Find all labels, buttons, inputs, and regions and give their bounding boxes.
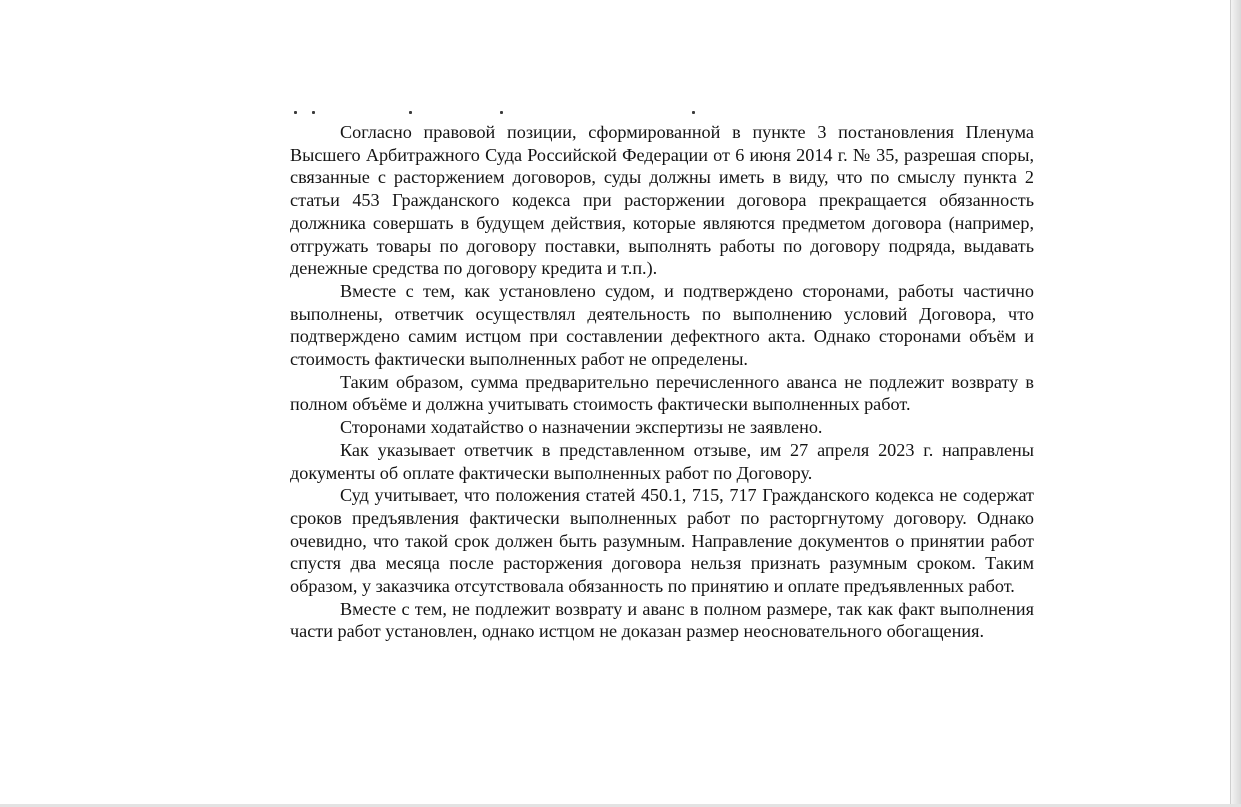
paragraph-conclusion: Вместе с тем, не подлежит возврату и аванс в полном размере, так как факт выполнения части работ установлен, однако истцом не доказан размер неосновательного обогащения.	[290, 598, 1034, 642]
paragraph-advance-not-returnable: Таким образом, сумма предварительно перечисленного аванса не подлежит возврату в полном объёме и должна учитывать стоимость фактически выполненных работ.	[290, 371, 1034, 415]
paragraph-reasonable-term: Суд учитывает, что положения статей 450.1, 715, 717 Гражданского кодекса не содержат сроков предъявления фактически выполненных работ по расторгнутому договору. Однако очевидно, что такой срок должен быть разумным. Направление документов о принятии работ спустя два месяца после расторжения договора нельзя признать разумным сроком. Таким образом, у заказчика отсутствовала обязанность по принятию и оплате предъявленных работ.	[290, 485, 1034, 597]
paragraph-legal-position: Согласно правовой позиции, сформированной в пункте 3 постановления Пленума Высшего Арбитражного Суда Российской Федерации от 6 июня 2014 г. № 35, разрешая споры, связанные с расторжением договоров, суды должны иметь в виду, что по смыслу пункта 2 статьи 453 Гражданского кодекса при расторжении договора прекращается обязанность должника совершать в будущем действия, которые являются предметом договора (например, отгружать товары по договору поставки, выполнять работы по договору подряда, выдавать денежные средства по договору кредита и т.п.).	[290, 122, 1034, 279]
paragraph-no-expertise-motion: Сторонами ходатайство о назначении экспертизы не заявлено.	[340, 417, 823, 438]
paragraph-works-partially-completed: Вместе с тем, как установлено судом, и подтверждено сторонами, работы частично выполнены, ответчик осуществлял деятельность по выполнению условий Договора, что подтверждено самим истцом при составлении дефектного акта. Однако сторонами объём и стоимость фактически выполненных работ не определены.	[290, 280, 1034, 370]
paragraph-defendant-documents: Как указывает ответчик в представленном отзыве, им 27 апреля 2023 г. направлены документы об оплате фактически выполненных работ по Договору.	[290, 439, 1034, 483]
document-body	[290, 121, 1034, 643]
cropped-previous-line	[290, 108, 1034, 118]
page-right-edge	[1230, 0, 1241, 807]
